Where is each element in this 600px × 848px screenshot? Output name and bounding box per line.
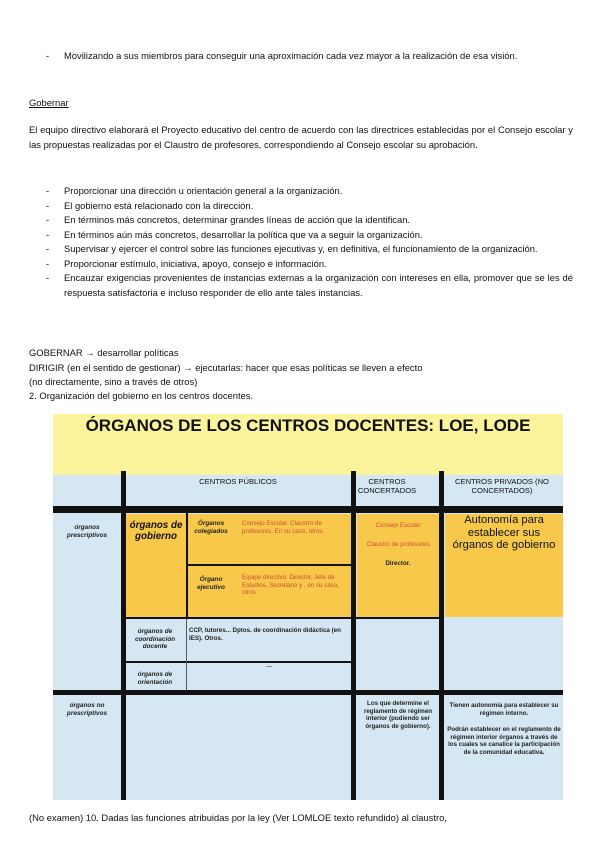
orientacion-label: órganos de orientación (137, 671, 173, 686)
colegiados-content: Consejo Escolar. Claustro de profesores. En su caso, otros. (242, 520, 325, 535)
concertados-no-prescriptivos: Los que determine el reglamento de régimen interior (pudiendo ser órganos de gobierno). (363, 700, 433, 730)
definition-dirigir: DIRIGIR (en el sentido de gestionar) → ejecutarlas: hacer que esas políticas se lleven a efecto (29, 361, 423, 373)
concertados-claustro: Claustro de profesores. (366, 541, 432, 548)
gobernar-bullet: - Proporcionar una dirección u orientación general a la organización. (46, 184, 573, 199)
gobernar-bullet: - Encauzar exigencias provenientes de instancias externas a la organización con intereses en ella, promover que se les dé respuesta satisfactoria e incluso responder de ello ante tales instancias. (46, 271, 573, 300)
gobernar-bullet: - Proporcionar estímulo, iniciativa, apoyo, consejo e información. (46, 257, 573, 272)
table-title: ÓRGANOS DE LOS CENTROS DOCENTES: LOE, LODE (85, 416, 531, 435)
grid-line-h-lower (53, 690, 563, 695)
privados-autonomia: Autonomía para establecer sus órganos de gobierno (452, 514, 556, 552)
concertados-consejo: Consejo Escolar (375, 522, 421, 529)
ejecutivo-content: Equipo directivo: Director, Jefe de Estudios, Secretario y , en su caso, otros (242, 574, 339, 597)
grid-line-v-right (439, 471, 444, 800)
header-centros-concertados: CENTROS CONCERTADOS (357, 477, 417, 495)
colegiados-label: Órganos colegiados (194, 520, 228, 535)
grid-line-h-concert (356, 617, 439, 619)
ejecutivo-label: Órgano ejecutivo (197, 576, 225, 591)
concertados-director: Director. (385, 560, 411, 567)
row-label-prescriptivos: órganos prescriptivos (66, 524, 108, 539)
section-heading-gobernar: Gobernar (29, 97, 69, 108)
footer-line: (No examen) 10. Dadas las funciones atribuidas por la ley (Ver LOMLOE texto refundido) al claustro, (29, 812, 447, 823)
grid-line-h-inner (186, 564, 351, 566)
header-centros-privados: CENTROS PRIVADOS (NO CONCERTADOS) (455, 477, 549, 495)
orientacion-content: — (265, 663, 273, 670)
coordinacion-label: órganos de coordinación docente (134, 628, 176, 651)
coordinacion-content: CCP, tutores... Dptos. de coordinación didáctica (en IES). Otros. (189, 627, 341, 642)
definition-gobernar: GOBERNAR → desarrollar políticas (29, 347, 179, 358)
grid-line-h-coord (126, 617, 351, 619)
gobernar-bullet-list (46, 184, 573, 300)
gobernar-bullet: - Supervisar y ejercer el control sobre las funciones ejecutivas y, en definitiva, el funcionamiento de la organización. (46, 242, 573, 257)
gobernar-bullet: - En términos más concretos, determinar grandes líneas de acción que la identifican. (46, 213, 573, 228)
privados-no-prescriptivos-2: Podrán establecer en el reglamento de régimen interior órganos a través de los cuales se canalice la participación de la comunidad educativa. (447, 726, 561, 756)
section-2-title: 2. Organización del gobierno en los centros docentes. (29, 390, 254, 401)
row-label-no-prescriptivos: órganos no prescriptivos (66, 702, 108, 717)
grid-line-v-coord (186, 619, 187, 690)
organos-gobierno-label: órganos de gobierno (129, 520, 183, 542)
intro-bullet: - Movilizando a sus miembros para conseguir una aproximación cada vez mayor a la realización de esa visión. (46, 49, 573, 64)
gobernar-bullet: - El gobierno está relacionado con la dirección. (46, 199, 573, 214)
grid-line-v-mid (351, 471, 356, 800)
header-centros-publicos: CENTROS PÚBLICOS (199, 477, 277, 486)
gobernar-paragraph: El equipo directivo elaborará el Proyecto educativo del centro de acuerdo con las directrices establecidas por el Consejo escolar y las propuestas realizadas por el Claustro de profesores, correspondiendo al Consejo escolar su aprobación. (29, 124, 573, 150)
grid-line-v-left (121, 471, 126, 800)
organos-table (53, 414, 563, 800)
gobernar-bullet: - En términos aún más concretos, desarrollar la política que va a seguir la organización. (46, 228, 573, 243)
grid-line-h-main (53, 506, 563, 513)
definition-note: (no directamente, sino a través de otros) (29, 376, 198, 387)
intro-bullet-list (46, 49, 573, 64)
privados-no-prescriptivos-1: Tienen autonomía para establecer su régimen interno. (449, 702, 559, 717)
definitions-block (29, 346, 569, 390)
